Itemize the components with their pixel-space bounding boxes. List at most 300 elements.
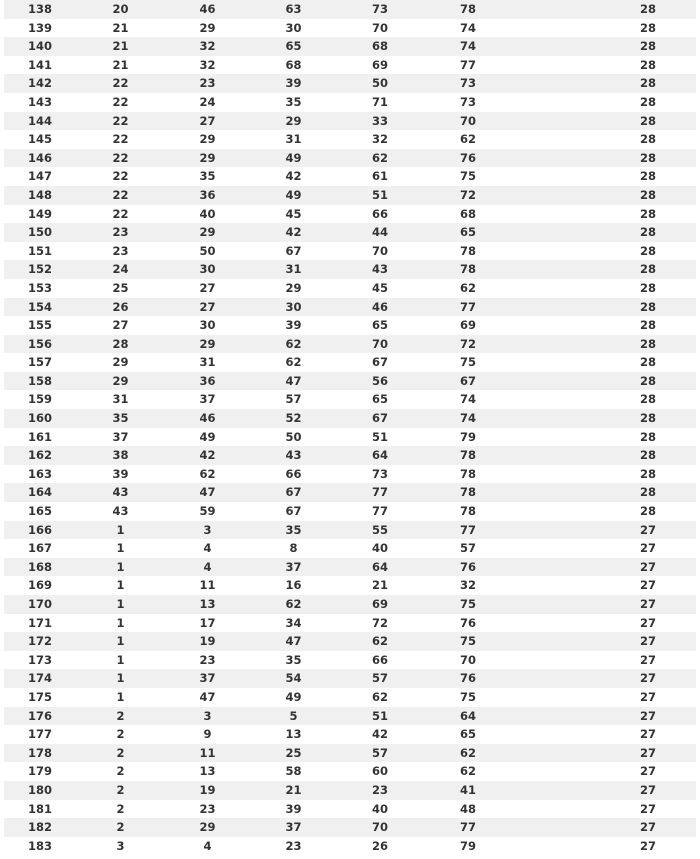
table-cell: 29 [285,113,302,128]
table-cell: 23 [112,243,129,258]
table-cell: 69 [371,597,388,611]
table-cell: 13 [199,597,216,611]
table-cell: 39 [285,801,302,816]
table-cell: 37 [199,392,216,407]
table-cell: 65 [371,318,388,333]
table-cell: 27 [639,522,656,537]
table-cell: 2 [116,727,125,742]
table-cell: 13 [285,727,302,742]
table-cell: 66 [371,206,388,221]
table-cell: 173 [27,652,52,667]
table-cell: 24 [112,262,129,277]
table-cell: 31 [199,355,216,370]
table-cell: 147 [27,169,52,184]
table-cell: 27 [639,782,656,797]
table-cell: 67 [285,485,302,500]
table-cell: 31 [285,132,302,147]
table-cell: 179 [27,764,52,779]
table-cell: 167 [27,541,52,556]
table-row [4,707,696,726]
table-cell: 42 [199,448,216,463]
table-cell: 22 [112,169,129,184]
table-cell: 48 [459,801,476,816]
table-cell: 69 [459,318,476,333]
table-cell: 45 [371,280,388,295]
table-cell: 36 [199,373,216,388]
table-row [4,372,696,391]
table-row [4,298,696,317]
table-cell: 27 [639,727,656,742]
table-cell: 32 [199,39,216,54]
table-cell: 51 [371,429,388,444]
table-cell: 70 [371,243,388,258]
table-cell: 28 [639,76,656,91]
table-cell: 27 [639,708,656,723]
table-cell: 26 [371,838,388,853]
table-cell: 27 [639,689,656,704]
table-cell: 163 [27,466,52,481]
table-cell: 78 [459,2,476,16]
table-row [4,93,696,112]
table-cell: 78 [459,504,476,519]
table-cell: 76 [459,615,476,630]
table-cell: 78 [459,243,476,258]
table-cell: 28 [639,243,656,258]
table-cell: 77 [459,57,476,72]
table-row [4,781,696,800]
table-cell: 79 [459,429,476,444]
table-cell: 28 [639,187,656,202]
table-cell: 62 [459,132,476,147]
table-cell: 183 [27,838,52,853]
table-row [4,483,696,502]
table-cell: 78 [459,485,476,500]
table-cell: 65 [459,225,476,240]
table-cell: 28 [112,336,129,351]
table-cell: 79 [459,838,476,853]
table-cell: 181 [27,801,52,816]
table-cell: 38 [112,448,129,463]
table-cell: 74 [459,392,476,407]
table-cell: 28 [639,485,656,500]
table-cell: 20 [112,2,129,16]
table-cell: 28 [639,206,656,221]
table-cell: 142 [27,76,52,91]
table-cell: 78 [459,262,476,277]
table-row [4,56,696,75]
table-cell: 76 [459,671,476,686]
table-cell: 138 [27,2,52,16]
table-cell: 32 [459,578,476,593]
table-cell: 182 [27,820,52,835]
table-cell: 27 [639,820,656,835]
table-cell: 50 [199,243,216,258]
table-cell: 28 [639,429,656,444]
table-cell: 28 [639,132,656,147]
table-cell: 64 [371,448,388,463]
table-cell: 64 [459,708,476,723]
table-cell: 29 [112,355,129,370]
table-cell: 30 [199,318,216,333]
table-cell: 162 [27,448,52,463]
table-cell: 23 [285,838,302,853]
table-cell: 2 [116,708,125,723]
table-cell: 57 [285,392,302,407]
table-cell: 28 [639,262,656,277]
table-cell: 27 [639,801,656,816]
table-cell: 27 [639,615,656,630]
table-row [4,409,696,428]
table-cell: 2 [116,764,125,779]
table-cell: 19 [199,782,216,797]
table-cell: 35 [285,522,302,537]
table-cell: 11 [199,745,216,760]
table-cell: 42 [371,727,388,742]
table-cell: 25 [285,745,302,760]
table-cell: 164 [27,485,52,500]
table-cell: 9 [203,727,212,742]
table-cell: 73 [459,76,476,91]
table-cell: 77 [371,504,388,519]
table-cell: 21 [112,57,129,72]
table-cell: 22 [112,206,129,221]
table-cell: 169 [27,578,52,593]
table-cell: 31 [285,262,302,277]
table-cell: 68 [459,206,476,221]
table-cell: 59 [199,504,216,519]
table-cell: 3 [116,838,125,853]
table-cell: 73 [459,94,476,109]
table-cell: 145 [27,132,52,147]
table-cell: 161 [27,429,52,444]
table-cell: 151 [27,243,52,258]
table-cell: 21 [112,39,129,54]
table-row [4,130,696,149]
table-cell: 21 [285,782,302,797]
table-cell: 174 [27,671,52,686]
table-cell: 23 [199,652,216,667]
table-cell: 40 [371,541,388,556]
table-cell: 32 [371,132,388,147]
table-cell: 152 [27,262,52,277]
table-row [4,502,696,521]
table-cell: 76 [459,150,476,165]
table-row [4,614,696,633]
table-cell: 65 [371,392,388,407]
table-cell: 58 [285,764,302,779]
table-cell: 46 [199,411,216,426]
table-row [4,595,696,614]
table-cell: 19 [199,634,216,649]
table-row [4,186,696,205]
table-cell: 2 [116,801,125,816]
table-cell: 72 [371,615,388,630]
table-cell: 23 [371,782,388,797]
table-cell: 37 [112,429,129,444]
table-cell: 150 [27,225,52,240]
table-cell: 44 [371,225,388,240]
table-cell: 146 [27,150,52,165]
table-cell: 60 [371,764,388,779]
table-cell: 27 [199,113,216,128]
table-cell: 72 [459,336,476,351]
table-cell: 70 [459,113,476,128]
table-cell: 143 [27,94,52,109]
table-cell: 73 [371,466,388,481]
table-cell: 28 [639,355,656,370]
table-cell: 73 [371,2,388,16]
table-cell: 2 [116,820,125,835]
table-cell: 4 [203,541,212,556]
table-cell: 158 [27,373,52,388]
table-cell: 1 [116,615,125,630]
table-cell: 42 [285,225,302,240]
table-cell: 51 [371,187,388,202]
table-cell: 52 [285,411,302,426]
table-cell: 42 [285,169,302,184]
table-row [4,428,696,447]
table-cell: 22 [112,150,129,165]
table-cell: 177 [27,727,52,742]
table-cell: 47 [199,689,216,704]
table-cell: 46 [199,2,216,16]
table-cell: 154 [27,299,52,314]
table-cell: 27 [639,745,656,760]
table-cell: 40 [371,801,388,816]
table-cell: 5 [289,708,298,723]
table-cell: 1 [116,559,125,574]
table-cell: 62 [459,280,476,295]
table-cell: 153 [27,280,52,295]
table-cell: 22 [112,94,129,109]
table-cell: 43 [112,485,129,500]
table-cell: 35 [199,169,216,184]
table-cell: 41 [459,782,476,797]
table-row [4,0,696,19]
table-cell: 75 [459,169,476,184]
table-cell: 78 [459,466,476,481]
table-cell: 176 [27,708,52,723]
table-row [4,837,696,856]
table-cell: 69 [371,57,388,72]
table-cell: 16 [285,578,302,593]
table-cell: 39 [285,318,302,333]
table-cell: 47 [285,634,302,649]
table-cell: 75 [459,597,476,611]
table-row [4,167,696,186]
table-cell: 28 [639,57,656,72]
table-cell: 55 [371,522,388,537]
table-cell: 139 [27,20,52,35]
table-row [4,205,696,224]
table-cell: 171 [27,615,52,630]
table-cell: 43 [371,262,388,277]
table-cell: 67 [371,411,388,426]
table-cell: 27 [112,318,129,333]
table-cell: 67 [285,243,302,258]
table-cell: 50 [285,429,302,444]
table-cell: 22 [112,113,129,128]
table-cell: 47 [285,373,302,388]
table-cell: 2 [116,782,125,797]
table-cell: 170 [27,597,52,611]
table-cell: 1 [116,578,125,593]
table-cell: 35 [285,652,302,667]
table-cell: 37 [285,559,302,574]
table-cell: 1 [116,652,125,667]
table-cell: 144 [27,113,52,128]
table-cell: 2 [116,745,125,760]
table-cell: 62 [459,745,476,760]
table-cell: 51 [371,708,388,723]
table-cell: 29 [285,280,302,295]
table-cell: 37 [285,820,302,835]
table-cell: 141 [27,57,52,72]
table-cell: 40 [199,206,216,221]
table-cell: 27 [639,764,656,779]
table-cell: 66 [371,652,388,667]
table-cell: 62 [459,764,476,779]
table-cell: 157 [27,355,52,370]
table-cell: 27 [639,652,656,667]
table-cell: 67 [459,373,476,388]
table-cell: 149 [27,206,52,221]
table-cell: 178 [27,745,52,760]
table-cell: 28 [639,318,656,333]
table-cell: 39 [285,76,302,91]
table-cell: 28 [639,113,656,128]
table-cell: 21 [371,578,388,593]
table-cell: 180 [27,782,52,797]
table-cell: 75 [459,689,476,704]
table-cell: 68 [285,57,302,72]
table-cell: 75 [459,355,476,370]
table-cell: 172 [27,634,52,649]
table-cell: 11 [199,578,216,593]
table-cell: 28 [639,169,656,184]
table-cell: 27 [199,299,216,314]
table-cell: 47 [199,485,216,500]
table-cell: 24 [199,94,216,109]
table-cell: 67 [371,355,388,370]
table-cell: 29 [199,150,216,165]
table-cell: 68 [371,39,388,54]
table-row [4,74,696,93]
table-body [4,0,696,855]
table-cell: 75 [459,634,476,649]
table-row [4,316,696,335]
table-cell: 49 [199,429,216,444]
table-row [4,112,696,131]
table-cell: 28 [639,504,656,519]
table-cell: 27 [639,578,656,593]
table-row [4,818,696,837]
table-cell: 13 [199,764,216,779]
table-cell: 23 [199,76,216,91]
table-cell: 67 [285,504,302,519]
table-cell: 3 [203,522,212,537]
table-cell: 22 [112,187,129,202]
table-cell: 54 [285,671,302,686]
table-row [4,762,696,781]
table-cell: 32 [199,57,216,72]
table-cell: 166 [27,522,52,537]
table-cell: 33 [371,113,388,128]
table-row [4,576,696,595]
table-row [4,37,696,56]
table-row [4,558,696,577]
table-cell: 62 [285,355,302,370]
table-cell: 77 [459,522,476,537]
table-row [4,521,696,540]
table-cell: 30 [285,20,302,35]
table-cell: 28 [639,373,656,388]
table-cell: 30 [199,262,216,277]
table-cell: 71 [371,94,388,109]
table-cell: 63 [285,2,302,16]
table-cell: 4 [203,559,212,574]
table-row [4,19,696,38]
table-cell: 168 [27,559,52,574]
table-cell: 28 [639,280,656,295]
table-row [4,223,696,242]
table-cell: 155 [27,318,52,333]
table-cell: 39 [112,466,129,481]
table-row [4,390,696,409]
table-cell: 72 [459,187,476,202]
table-cell: 27 [639,634,656,649]
table-cell: 28 [639,225,656,240]
table-cell: 65 [285,39,302,54]
table-cell: 74 [459,20,476,35]
table-row [4,260,696,279]
table-cell: 49 [285,187,302,202]
table-cell: 27 [199,280,216,295]
table-cell: 62 [371,634,388,649]
table-cell: 62 [285,597,302,611]
table-cell: 156 [27,336,52,351]
table-cell: 57 [371,671,388,686]
table-cell: 28 [639,448,656,463]
table-cell: 28 [639,94,656,109]
table-row [4,669,696,688]
table-cell: 70 [371,20,388,35]
table-cell: 1 [116,597,125,611]
table-cell: 29 [199,132,216,147]
table-cell: 45 [285,206,302,221]
table-cell: 65 [459,727,476,742]
table-row [4,279,696,298]
table-cell: 8 [289,541,298,556]
table-cell: 77 [459,299,476,314]
table-cell: 61 [371,169,388,184]
table-cell: 28 [639,411,656,426]
table-cell: 29 [199,820,216,835]
data-table [4,0,696,855]
table-cell: 29 [199,336,216,351]
table-cell: 140 [27,39,52,54]
table-cell: 4 [203,838,212,853]
table-cell: 70 [371,820,388,835]
table-cell: 22 [112,132,129,147]
table-cell: 29 [199,225,216,240]
table-row [4,744,696,763]
table-cell: 27 [639,838,656,853]
table-cell: 70 [459,652,476,667]
table-row [4,242,696,261]
table-cell: 3 [203,708,212,723]
table-cell: 49 [285,150,302,165]
